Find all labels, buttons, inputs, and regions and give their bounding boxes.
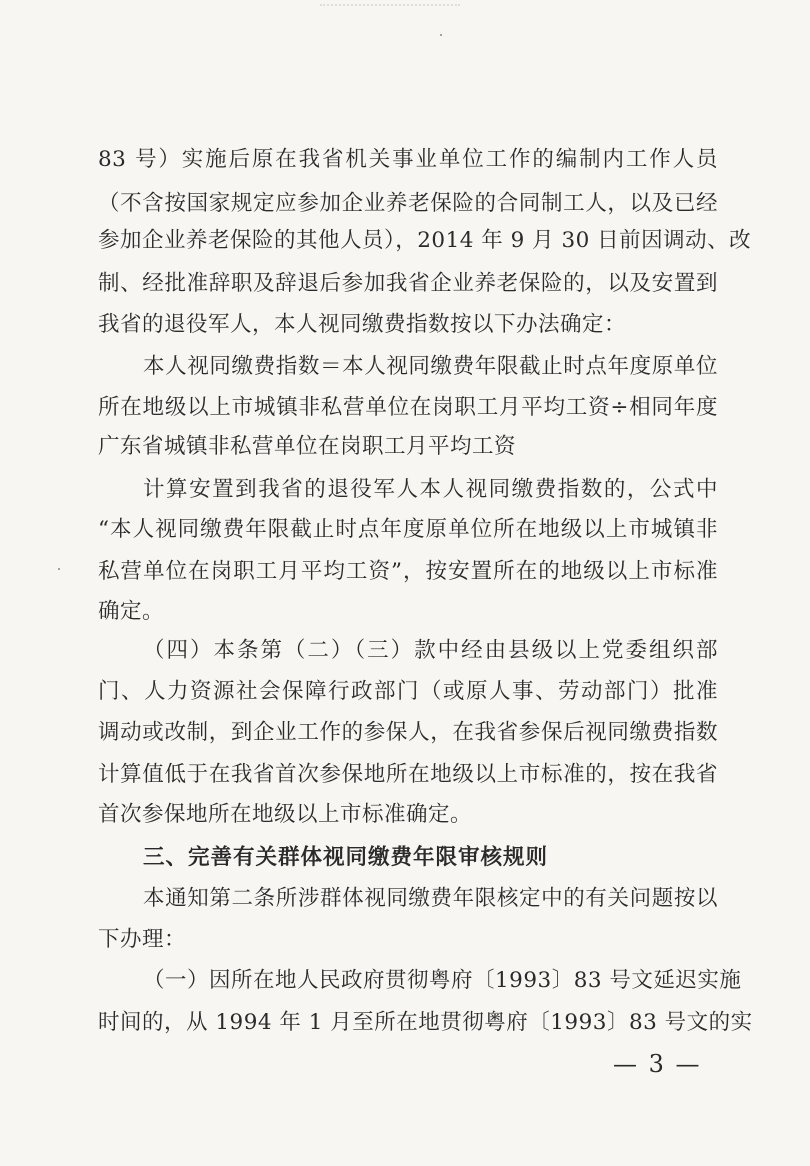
- body-line: 首次参保地所在地级以上市标准确定。: [98, 802, 473, 827]
- body-line: 门、人力资源社会保障行政部门（或原人事、劳动部门）批准: [98, 679, 718, 704]
- body-line: 所在地级以上市城镇非私营单位在岗职工月平均工资÷相同年度: [98, 395, 718, 420]
- page-number: — 3 —: [613, 1050, 702, 1078]
- scan-speck: [440, 34, 442, 36]
- section-heading: 三、完善有关群体视同缴费年限审核规则: [143, 845, 549, 870]
- paragraph-first-line: （一）因所在地人民政府贯彻粤府〔1993〕83 号文延迟实施: [143, 968, 742, 993]
- scan-speck: [58, 568, 60, 570]
- body-line: 制、经批准辞职及辞退后参加我省企业养老保险的，以及安置到: [98, 271, 718, 296]
- paragraph-first-line: （四）本条第（二）（三）款中经由县级以上党委组织部: [143, 638, 718, 663]
- body-line: 调动或改制，到企业工作的参保人，在我省参保后视同缴费指数: [98, 720, 718, 745]
- body-line: 参加企业养老保险的其他人员），2014 年 9 月 30 日前因调动、改: [98, 228, 752, 253]
- body-line: 时间的，从 1994 年 1 月至所在地贯彻粤府〔1993〕83 号文的实: [98, 1010, 753, 1035]
- body-line: （不含按国家规定应参加企业养老保险的合同制工人，以及已经: [98, 191, 718, 216]
- body-line: “本人视同缴费年限截止时点年度原单位所在地级以上市城镇非: [98, 517, 718, 542]
- body-line: 83 号）实施后原在我省机关事业单位工作的编制内工作人员: [98, 147, 718, 172]
- body-line: 广东省城镇非私营单位在岗职工月平均工资: [98, 434, 517, 459]
- paragraph-first-line: 本人视同缴费指数＝本人视同缴费年限截止时点年度原单位: [143, 354, 718, 379]
- paragraph-first-line: 计算安置到我省的退役军人本人视同缴费指数的，公式中: [143, 477, 718, 502]
- body-line: 下办理：: [98, 927, 187, 952]
- scan-artifact: [320, 4, 460, 14]
- body-line: 我省的退役军人，本人视同缴费指数按以下办法确定：: [98, 312, 627, 337]
- paragraph-first-line: 本通知第二条所涉群体视同缴费年限核定中的有关问题按以: [143, 886, 718, 911]
- body-line: 计算值低于在我省首次参保地所在地级以上市标准的，按在我省: [98, 762, 718, 787]
- body-line: 确定。: [98, 599, 165, 624]
- body-line: 私营单位在岗职工月平均工资”，按安置所在的地级以上市标准: [98, 559, 718, 584]
